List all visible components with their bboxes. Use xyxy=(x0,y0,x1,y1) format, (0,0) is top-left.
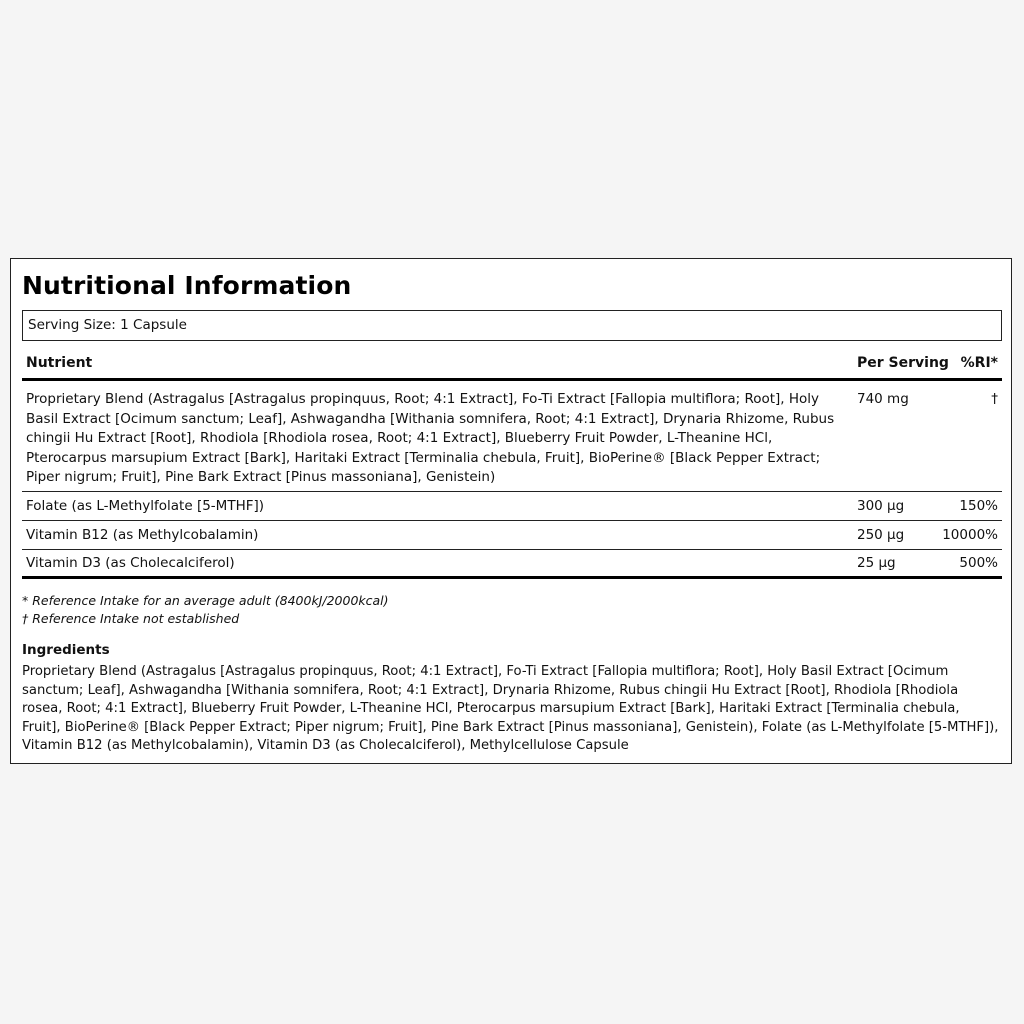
table-row-ri: † xyxy=(991,391,998,407)
table-row-nutrient: Vitamin D3 (as Cholecalciferol) xyxy=(26,555,235,571)
column-header-per-serving: Per Serving xyxy=(857,355,949,371)
ingredients-text: Proprietary Blend (Astragalus [Astragalus propinquus, Root; 4:1 Extract], Fo-Ti Extract [Fallopia multiflora; Root], Holy Basil Extract [Ocimum sanctum; Leaf], Ashwagandha [Withania somnifera, Root; 4:1 Extract], Drynaria Rhizome, Rubus chingii Hu Extract [Root], Rhodiola [Rhodiola rosea, Root; 4:1 Extract], Blueberry Fruit Powder, L-Theanine HCl, Pterocarpus marsupium Extract [Bark], Haritaki Extract [Terminalia chebula, Fruit], BioPerine® [Black Pepper Extract; Piper nigrum; Fruit], Pine Bark Extract [Pinus massoniana], Genistein), Folate (as L-Methylfolate [5-MTHF]), Vitamin B12 (as Methylcobalamin), Vitamin D3 (as Cholecalciferol), Methylcellulose Capsule xyxy=(22,664,999,753)
table-row-ri: 150% xyxy=(959,498,998,514)
column-header-ri: %RI* xyxy=(960,355,998,371)
table-row-ri: 500% xyxy=(959,555,998,571)
ingredients-heading: Ingredients xyxy=(22,642,110,658)
row-divider xyxy=(22,491,1002,492)
table-row-per-serving: 250 µg xyxy=(857,527,905,543)
table-row-per-serving: 740 mg xyxy=(857,391,909,407)
serving-size-box: Serving Size: 1 Capsule xyxy=(22,310,1002,341)
row-divider xyxy=(22,549,1002,550)
table-row-per-serving: 300 µg xyxy=(857,498,905,514)
row-divider xyxy=(22,520,1002,521)
table-header-rule xyxy=(22,378,1002,381)
table-row-nutrient: Folate (as L-Methylfolate [5-MTHF]) xyxy=(26,498,265,514)
footnote-dagger: † Reference Intake not established xyxy=(22,611,240,626)
column-header-nutrient: Nutrient xyxy=(26,355,93,371)
table-footer-rule xyxy=(22,576,1002,579)
panel-title: Nutritional Information xyxy=(22,271,352,300)
nutrition-panel xyxy=(10,258,1012,764)
table-row-per-serving: 25 µg xyxy=(857,555,896,571)
table-row-ri: 10000% xyxy=(942,527,998,543)
footnote-ri: * Reference Intake for an average adult (8400kJ/2000kcal) xyxy=(22,593,389,608)
table-row-nutrient: Vitamin B12 (as Methylcobalamin) xyxy=(26,527,259,543)
table-row-nutrient: Proprietary Blend (Astragalus [Astragalus propinquus, Root; 4:1 Extract], Fo-Ti Extract [Fallopia multiflora; Root], Holy Basil Extract [Ocimum sanctum; Leaf], Ashwagandha [Withania somnifera, Root; 4:1 Extract], Drynaria Rhizome, Rubus chingii Hu Extract [Root], Rhodiola [Rhodiola rosea, Root; 4:1 Extract], Blueberry Fruit Powder, L-Theanine HCl, Pterocarpus marsupium Extract [Bark], Haritaki Extract [Terminalia chebula, Fruit], BioPerine® [Black Pepper Extract; Piper nigrum; Fruit], Pine Bark Extract [Pinus massoniana], Genistein) xyxy=(26,391,835,485)
